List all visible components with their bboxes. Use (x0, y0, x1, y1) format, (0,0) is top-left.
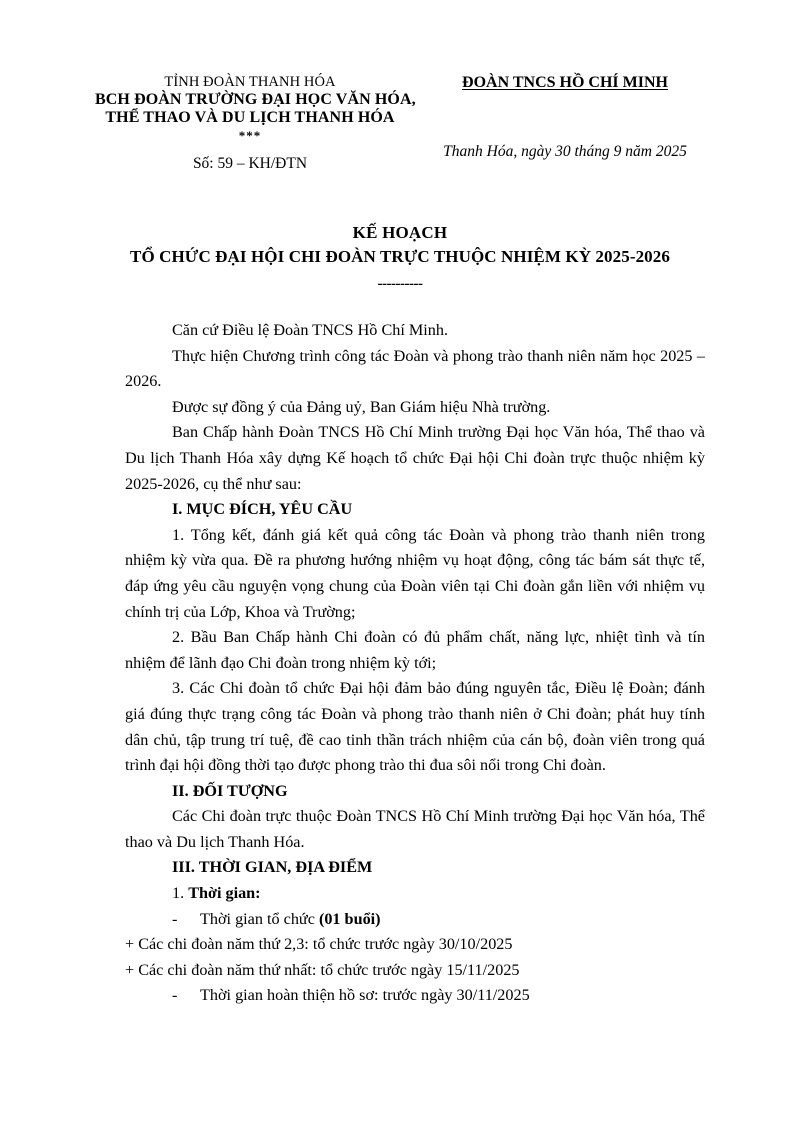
section-1-item-2: 2. Bầu Ban Chấp hành Chi đoàn có đủ phẩm chất, năng lực, nhiệt tình và tín nhiệm để lãnh đạo Chi đoàn trong nhiệm kỳ tới; (125, 628, 705, 672)
issuing-authority-line-1: TỈNH ĐOÀN THANH HÓA (164, 74, 336, 90)
section-3-bullet-1-text-bold: (01 buổi) (318, 909, 381, 928)
section-heading-3: III. THỜI GIAN, ĐỊA ĐIỂM (172, 858, 373, 877)
section-3-bullet-1-text (172, 907, 381, 933)
issuing-authority-line-3: THỂ THAO VÀ DU LỊCH THANH HÓA (105, 109, 395, 127)
issuing-authority-line-2: BCH ĐOÀN TRƯỜNG ĐẠI HỌC VĂN HÓA, (95, 90, 416, 108)
section-heading-1: I. MỤC ĐÍCH, YÊU CẦU (172, 500, 353, 519)
section-heading-2: II. ĐỐI TƯỢNG (172, 781, 288, 800)
section-3-bullet-2 (125, 932, 705, 958)
section-3-bullet-3-text: Các chi đoàn năm thứ nhất: tổ chức trước ngày 15/11/2025 (138, 960, 520, 979)
section-3-subheading (125, 881, 705, 907)
section-3-bullet-4 (125, 983, 705, 1009)
national-organization-line: ĐOÀN TNCS HỒ CHÍ MINH (462, 74, 668, 91)
title-rule: ---------- (377, 275, 423, 292)
document-subtitle: TỔ CHỨC ĐẠI HỘI CHI ĐOÀN TRỰC THUỘC NHIỆM KỲ 2025-2026 (130, 247, 670, 267)
section-3-bullet-3-marker: + (125, 960, 135, 979)
section-2-paragraph: Các Chi đoàn trực thuộc Đoàn TNCS Hồ Chí Minh trường Đại học Văn hóa, Thể thao và Du lịch Thanh Hóa. (125, 807, 705, 851)
preamble-paragraph-2: Thực hiện Chương trình công tác Đoàn và phong trào thanh niên năm học 2025 – 2026. (125, 346, 705, 391)
document-title: KẾ HOẠCH (352, 223, 448, 242)
section-3-bullet-1-text-plain: Thời gian tổ chức (200, 909, 319, 928)
section-3-bullet-4-marker: - (172, 986, 178, 1005)
preamble-paragraph-1: Căn cứ Điều lệ Đoàn TNCS Hồ Chí Minh. (172, 321, 449, 339)
document-title-block (60, 222, 740, 292)
section-3-subheading-number: 1. (172, 884, 185, 903)
letterhead-separator: *** (238, 127, 262, 143)
letterhead (95, 74, 705, 173)
letterhead-left-block (95, 74, 416, 173)
section-3-bullet-3 (125, 958, 705, 984)
section-3-bullet-2-marker: + (125, 935, 135, 954)
section-1-item-1: 1. Tổng kết, đánh giá kết quả công tác Đoàn và phong trào thanh niên trong nhiệm kỳ vừa qua. Đề ra phương hướng nhiệm vụ hoạt động, công tác bám sát thực tế, đáp ứng yêu cầu nguyện vọng chung của Đoàn viên tại Chi đoàn gắn liền với nhiệm vụ chính trị của Lớp, Khoa và Trường; (125, 525, 705, 621)
section-3-bullet-2-text: Các chi đoàn năm thứ 2,3: tổ chức trước ngày 30/10/2025 (138, 935, 513, 954)
document-number: Số: 59 – KH/ĐTN (192, 154, 308, 172)
section-3-bullet-1-marker: - (172, 909, 178, 928)
document-body (125, 318, 705, 1009)
place-and-date: Thanh Hóa, ngày 30 tháng 9 năm 2025 (443, 142, 687, 160)
preamble-paragraph-4: Ban Chấp hành Đoàn TNCS Hồ Chí Minh trường Đại học Văn hóa, Thể thao và Du lịch Thanh Hóa xây dựng Kế hoạch tổ chức Đại hội Chi đoàn trực thuộc nhiệm kỳ 2025-2026, cụ thể như sau: (125, 423, 705, 493)
preamble-paragraph-3: Được sự đồng ý của Đảng uỷ, Ban Giám hiệu Nhà trường. (172, 397, 551, 416)
section-3-bullet-1 (125, 907, 705, 933)
section-3-bullet-4-text: Thời gian hoàn thiện hồ sơ: trước ngày 30/11/2025 (200, 986, 530, 1005)
section-3-subheading-label: Thời gian: (188, 884, 261, 903)
letterhead-right-block (425, 74, 705, 161)
section-1-item-3: 3. Các Chi đoàn tổ chức Đại hội đảm bảo đúng nguyên tắc, Điều lệ Đoàn; đánh giá đúng thực trạng công tác Đoàn và phong trào thanh niên ở Chi đoàn; phát huy tính dân chủ, tập trung trí tuệ, đề cao tinh thần trách nhiệm của cán bộ, đoàn viên trong quá trình đại hội đồng thời tạo được phong trào thi đua sôi nổi trong Chi đoàn. (125, 679, 705, 775)
